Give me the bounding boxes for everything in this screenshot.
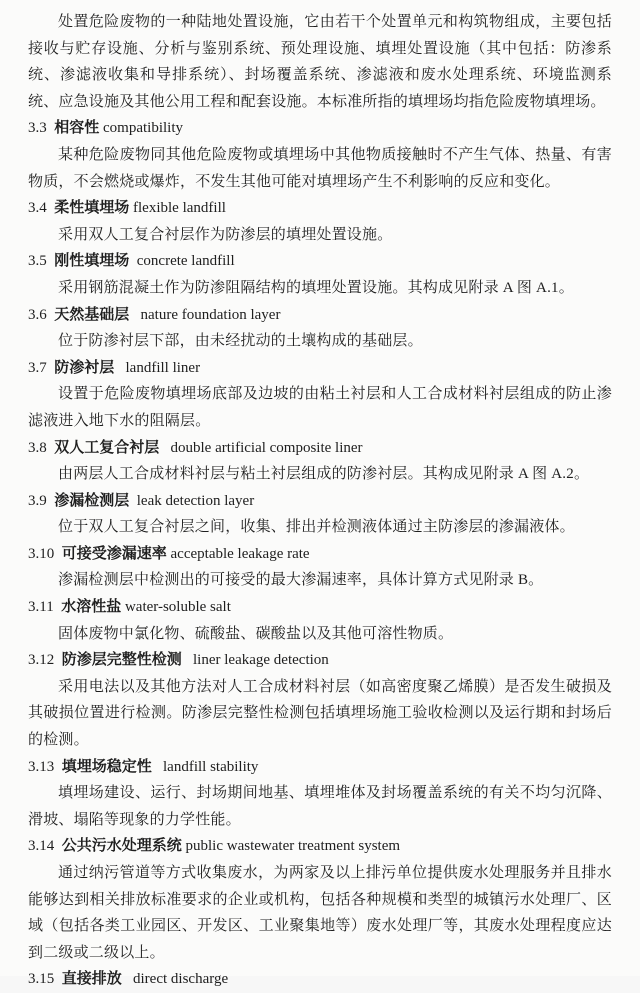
term-definition: 渗漏检测层中检测出的可接受的最大渗漏速率，具体计算方式见附录 B。 [58,572,544,589]
term-number: 3.12 [28,652,55,669]
term-zh: 水溶性盐 [61,599,122,616]
term-number: 3.7 [28,359,47,376]
term-heading [28,966,612,993]
term-entry [28,833,612,966]
term-en: compatibility [99,120,184,137]
term-definition: 由两层人工合成材料衬层与粘土衬层组成的防渗衬层。其构成见附录 A 图 A.2。 [58,466,590,483]
term-number: 3.5 [28,253,47,270]
terminology-entries [28,115,612,993]
term-heading [28,647,612,674]
term-en: landfill liner [114,359,201,376]
term-zh: 可接受渗漏速率 [61,545,167,562]
term-definition: 位于双人工复合衬层之间，收集、排出并检测液体通过主防渗层的渗漏液体。 [58,519,575,536]
term-definition: 设置于危险废物填埋场底部及边坡的由粘土衬层和人工合成材料衬层组成的防止渗滤液进入地下水的阻隔层。 [28,386,612,429]
term-entry [28,195,612,248]
term-zh: 双人工复合衬层 [54,439,160,456]
term-entry [28,435,612,488]
term-definition: 采用钢筋混凝土作为防渗阻隔结构的填埋处置设施。其构成见附录 A 图 A.1。 [58,279,574,296]
term-zh: 直接排放 [61,971,122,988]
term-en: direct discharge [121,971,229,988]
term-zh: 刚性填埋场 [54,253,130,270]
term-heading [28,594,612,621]
term-en: nature foundation layer [129,306,281,323]
term-entry [28,488,612,541]
term-entry [28,541,612,594]
term-en: water-soluble salt [121,599,231,616]
term-number: 3.11 [28,599,54,616]
term-en: flexible landfill [129,200,226,217]
term-entry [28,248,612,301]
term-en: concrete landfill [129,253,235,270]
term-entry [28,594,612,647]
term-definition: 某种危险废物同其他危险废物或填埋场中其他物质接触时不产生气体、热量、有害物质，不会燃烧或爆炸，不发生其他可能对填埋场产生不利影响的反应和变化。 [28,146,612,190]
term-heading [28,541,612,568]
term-number: 3.6 [28,306,47,323]
term-entry [28,355,612,435]
term-en: double artificial composite liner [159,439,363,456]
term-heading [28,488,612,515]
term-number: 3.15 [28,971,55,988]
term-zh: 防渗层完整性检测 [61,652,182,669]
term-heading [28,248,612,275]
term-entry [28,115,612,195]
term-number: 3.14 [28,838,55,855]
term-en: landfill stability [151,758,259,775]
term-number: 3.10 [28,545,55,562]
intro-paragraph: 处置危险废物的一种陆地处置设施，它由若干个处置单元和构筑物组成，主要包括接收与贮存设施、分析与鉴别系统、预处理设施、填埋处置设施（其中包括：防渗系统、渗滤液收集和导排系统）、封场覆盖系统、渗滤液和废水处理系统、环境监测系统、应急设施及其他公用工程和配套设施。本标准所指的填埋场均指危险废物填埋场。 [28,14,612,110]
term-heading [28,302,612,329]
term-en: acceptable leakage rate [166,545,310,562]
term-definition: 位于防渗衬层下部，由未经扰动的土壤构成的基础层。 [58,333,423,350]
term-number: 3.4 [28,200,47,217]
term-zh: 防渗衬层 [54,359,115,376]
term-zh: 天然基础层 [54,306,130,323]
term-heading [28,435,612,462]
term-zh: 相容性 [54,120,100,137]
term-heading [28,115,612,142]
term-zh: 渗漏检测层 [54,492,130,509]
term-definition: 采用双人工复合衬层作为防渗层的填埋处置设施。 [58,226,393,243]
term-number: 3.13 [28,758,55,775]
term-entry [28,754,612,834]
term-zh: 填埋场稳定性 [61,758,152,775]
term-heading [28,195,612,222]
term-number: 3.3 [28,120,47,137]
term-definition: 固体废物中氯化物、硫酸盐、碳酸盐以及其他可溶性物质。 [58,625,454,642]
term-heading [28,833,612,860]
term-number: 3.8 [28,439,47,456]
term-entry [28,966,612,993]
term-heading [28,355,612,382]
term-definition: 通过纳污管道等方式收集废水，为两家及以上排污单位提供废水处理服务并且排水能够达到相关排放标准要求的企业或机构，包括各种规模和类型的城镇污水处理厂、区域（包括各类工业园区、开发区、工业聚集地等）废水处理厂等，其废水处理程度应达到二级或二级以上。 [28,865,612,961]
term-heading [28,754,612,781]
term-en: leak detection layer [129,492,255,509]
term-en: liner leakage detection [181,652,329,669]
term-zh: 柔性填埋场 [54,200,130,217]
term-entry [28,302,612,355]
term-number: 3.9 [28,492,47,509]
term-en: public wastewater treatment system [181,838,401,855]
term-definition: 填埋场建设、运行、封场期间地基、填埋堆体及封场覆盖系统的有关不均匀沉降、滑坡、塌陷等现象的力学性能。 [28,785,612,828]
term-entry [28,647,612,753]
term-zh: 公共污水处理系统 [61,838,182,855]
term-definition: 采用电法以及其他方法对人工合成材料衬层（如高密度聚乙烯膜）是否发生破损及其破损位置进行检测。防渗层完整性检测包括填埋场施工验收检测以及运行期和封场后的检测。 [28,678,612,749]
